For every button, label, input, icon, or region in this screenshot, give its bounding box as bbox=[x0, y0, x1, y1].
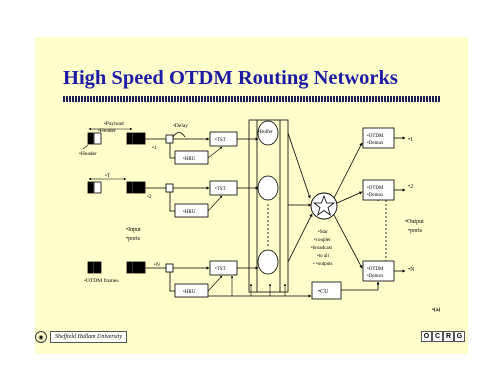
label-out-1: •1 bbox=[408, 137, 414, 143]
figure-label: •(a) bbox=[432, 307, 441, 313]
packet-1 bbox=[88, 133, 145, 144]
university-logo-icon: ◉ bbox=[35, 331, 47, 343]
label-otdm-frames: •OTDM frames bbox=[84, 278, 119, 284]
demux-label-2: •Demux bbox=[367, 193, 384, 198]
tst-label-2: •TST bbox=[215, 187, 226, 192]
packet-2 bbox=[88, 182, 145, 193]
hru-label-n: •HRU bbox=[183, 290, 196, 295]
demux-otdm-2: •OTDM bbox=[367, 186, 384, 191]
label-input-n: •N bbox=[154, 262, 160, 268]
label-input-2: •2 bbox=[147, 194, 152, 200]
label-output: •Output bbox=[405, 219, 424, 225]
ocrg-letter: G bbox=[454, 331, 465, 342]
label-broadcast: •broadcast bbox=[311, 246, 332, 251]
label-ports-in: •ports bbox=[126, 236, 141, 242]
ocrg-logo bbox=[421, 331, 465, 342]
demux-label-1: •Demux bbox=[367, 141, 384, 146]
tst-label-n: •TST bbox=[215, 267, 226, 272]
tst-label-1: •TST bbox=[215, 138, 226, 143]
label-to-all: •to all bbox=[317, 254, 329, 259]
hru-label-1: •HRU bbox=[183, 157, 196, 162]
label-header-left: •Header bbox=[79, 151, 97, 157]
label-outputs: • •outputs bbox=[313, 262, 333, 267]
label-delay: •Delay bbox=[173, 123, 189, 129]
ocrg-letter: R bbox=[443, 331, 454, 342]
hru-label-2: •HRU bbox=[183, 210, 196, 215]
packet-n bbox=[88, 262, 145, 273]
ocrg-letter: O bbox=[421, 331, 432, 342]
ocrg-letter: C bbox=[432, 331, 443, 342]
label-header-top: •Header bbox=[98, 128, 116, 134]
cu-label: •CU bbox=[318, 289, 329, 295]
demux-label-n: •Demux bbox=[367, 274, 384, 279]
label-input: •Input bbox=[126, 227, 141, 233]
demux-otdm-n: •OTDM bbox=[367, 267, 384, 272]
label-input-1: •1 bbox=[152, 145, 157, 151]
label-out-2: •2 bbox=[408, 184, 414, 190]
slide-title: High Speed OTDM Routing Networks bbox=[63, 67, 398, 89]
buffer-column bbox=[249, 120, 288, 292]
label-t: •T bbox=[105, 173, 111, 179]
university-name: Sheffield Hallam University bbox=[50, 331, 127, 343]
label-ports-out: •ports bbox=[408, 228, 423, 234]
star-coupler bbox=[311, 193, 337, 219]
label-payload: •Payload bbox=[104, 121, 124, 127]
footer bbox=[35, 331, 127, 343]
label-buffer: •Buffer bbox=[258, 130, 273, 135]
label-out-n: •N bbox=[408, 267, 415, 273]
label-coupler: •coupler bbox=[314, 238, 331, 243]
label-star: •Star bbox=[318, 230, 328, 235]
demux-otdm-1: •OTDM bbox=[367, 134, 384, 139]
